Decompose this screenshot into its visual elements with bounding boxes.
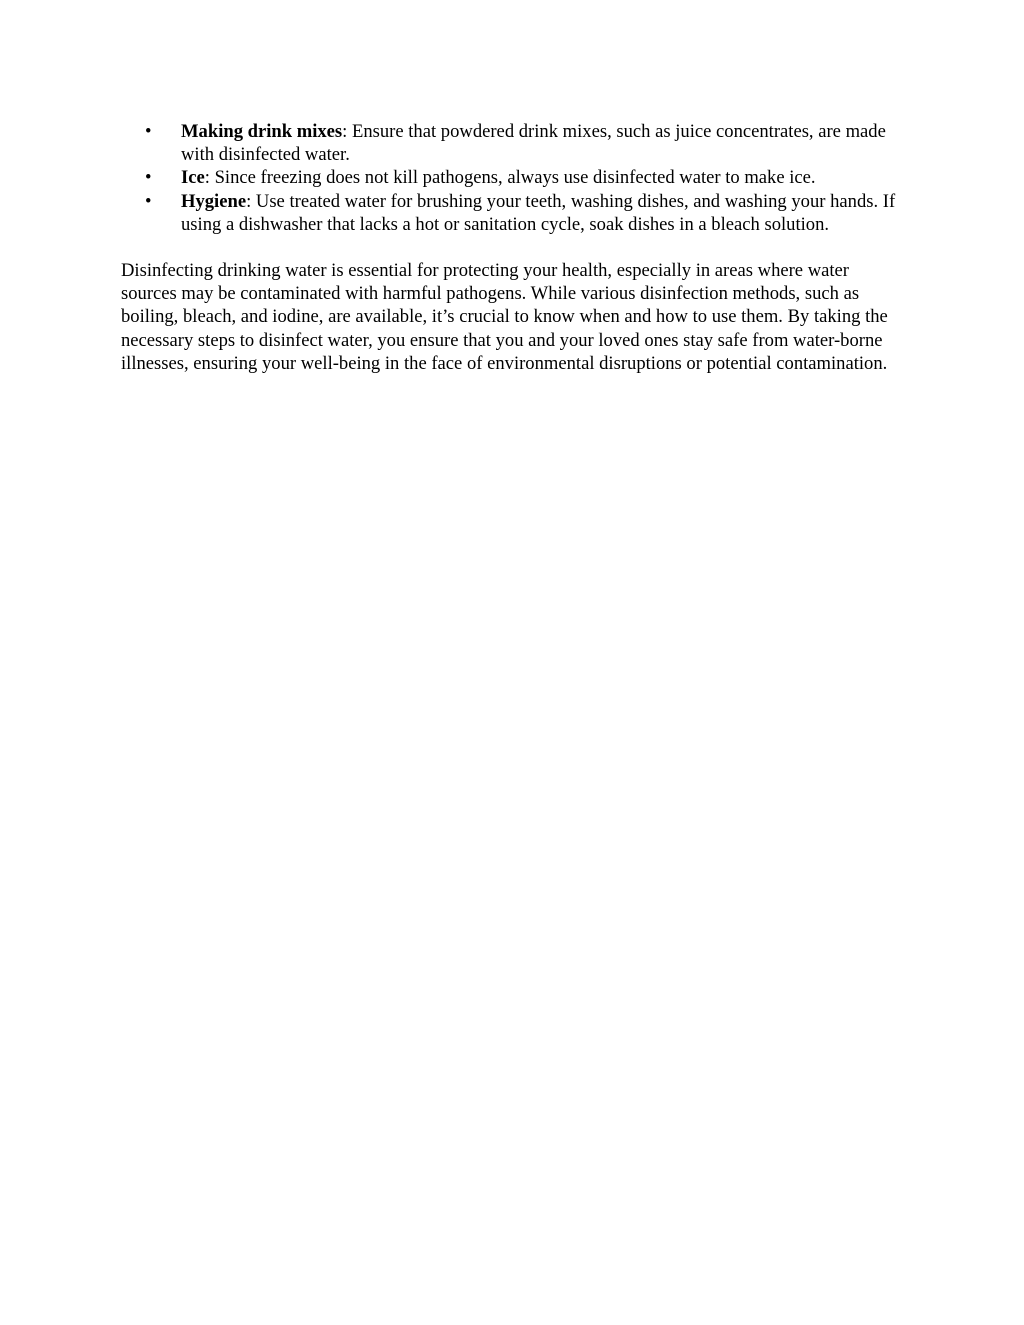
bullet-icon: • [145,167,152,189]
conclusion-paragraph: Disinfecting drinking water is essential for protecting your health, especially in areas where water sources may be contaminated with harmful pathogens. While various disinfection methods, such as boiling, bleach, and iodine, are available, it’s crucial to know when and how to use them. By taking the necessary steps to disinfect water, you ensure that you and your loved ones stay safe from water-borne illnesses, ensuring your well-being in the face of environmental disruptions or potential contamination. [121,260,888,374]
bullet-text: : Ensure that powdered drink mixes, such as juice concentrates, are made with disinfected water. [181,121,886,166]
bullet-text: : Use treated water for brushing your teeth, washing dishes, and washing your hands. If using a dishwasher that lacks a hot or sanitation cycle, soak dishes in a bleach solution. [181,190,896,235]
page-content [121,120,897,375]
list-item [121,166,897,189]
bullet-icon: • [145,190,152,212]
bullet-term: Making drink mixes [181,121,343,142]
bullet-list [121,120,897,236]
bullet-text: : Since freezing does not kill pathogens, always use disinfected water to make ice. [204,167,816,189]
bullet-term: Ice [181,167,205,189]
bullet-term: Hygiene [181,190,247,212]
list-item [121,120,897,166]
list-item [121,190,897,236]
bullet-icon: • [145,121,152,142]
